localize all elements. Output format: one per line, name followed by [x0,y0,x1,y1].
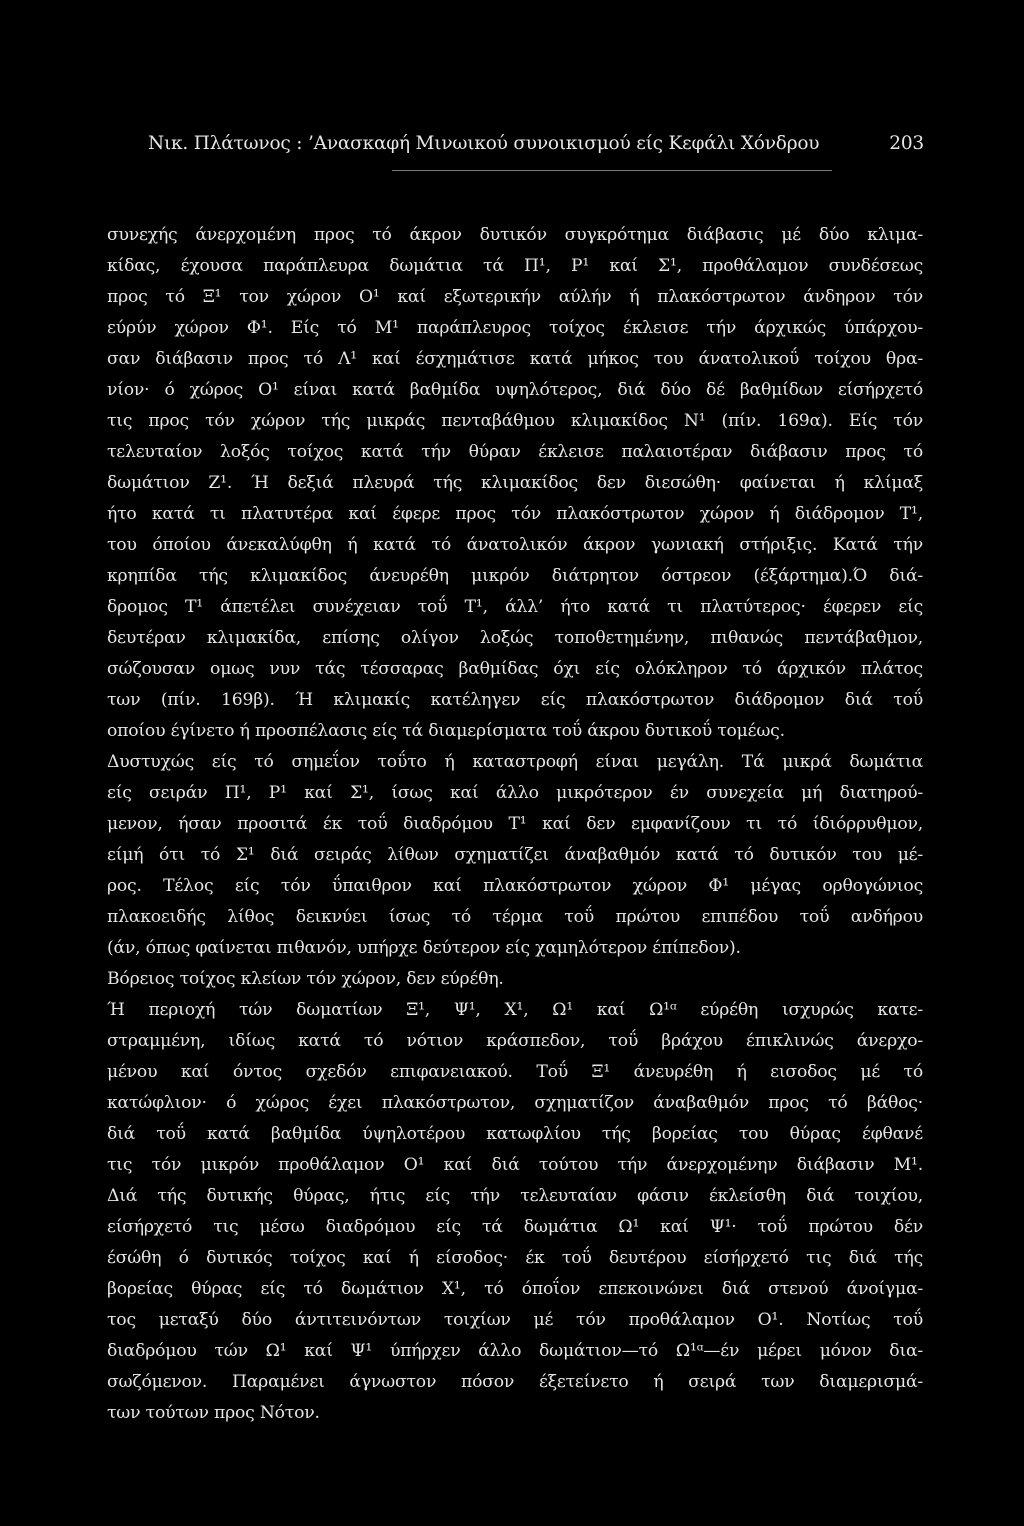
text-line: του όποίου άνεκαλύφθη ή κατά τό άνατολικόν άκρον γωνιακή στήριξις. Κατά τήν [107,535,923,555]
text-line: Βόρειος τοίχος κλείων τόν χώρον, δεν εύρέθη. [107,969,504,989]
text-line: τις προς τόν χώρον τής μικράς πενταβάθμου κλιμακίδος Ν¹ (πίν. 169α). Είς τόν [107,411,923,431]
text-line: προς τό Ξ¹ τον χώρον Ο¹ καί εξωτερικήν αύλήν ή πλακόστρωτον άνδηρον τόν [107,287,923,307]
text-line: κρηπίδα τής κλιμακίδος άνευρέθη μικρόν διάτρητον όστρεον (έξάρτημα).Ό διά- [107,566,923,586]
text-line: δωμάτιον Ζ¹. Ή δεξιά πλευρά τής κλιμακίδος δεν διεσώθη· φαίνεται ή κλίμαξ [107,473,923,493]
text-line: δρομος Τ¹ άπετέλει συνέχειαν τοΰ Τ¹, άλλ’ ήτο κατά τι πλατύτερος· έφερεν είς [107,597,923,617]
text-line: ήτο κατά τι πλατυτέρα καί έφερε προς τόν πλακόστρωτον χώρον ή διάδρομον Τ¹, [107,504,923,524]
text-line: Ή περιοχή τών δωματίων Ξ¹, Ψ¹, Χ¹, Ω¹ καί Ω¹ᵅ εύρέθη ισχυρώς κατε- [107,1000,923,1020]
text-line: σωζόμενον. Παραμένει άγνωστον πόσον έξετείνετο ή σειρά των διαμερισμά- [107,1372,923,1392]
text-line: κίδας, έχουσα παράπλευρα δωμάτια τά Π¹, Ρ¹ καί Σ¹, προθάλαμον συνδέσεως [107,256,923,276]
text-line: τις τόν μικρόν προθάλαμον Ο¹ καί διά τούτου τήν άνερχομένην διάβασιν Μ¹. [107,1155,923,1175]
text-line: βορείας θύρας είς τό δωμάτιον Χ¹, τό όποΐον επεκοινώνει διά στενού άνοίγμα- [107,1279,923,1299]
text-line: δευτέραν κλιμακίδα, επίσης ολίγον λοξώς τοποθετημένην, πιθανώς πεντάβαθμον, [107,628,923,648]
text-line: ρος. Τέλος είς τόν ΰπαιθρον καί πλακόστρωτον χώρον Φ¹ μέγας ορθογώνιος [107,876,923,896]
text-line: των (πίν. 169β). Ή κλιμακίς κατέληγεν είς πλακόστρωτον διάδρομον διά τοΰ [107,690,923,710]
text-line: των τούτων προς Νότον. [107,1403,320,1423]
text-line: είς σειράν Π¹, Ρ¹ καί Σ¹, ίσως καί άλλο μικρότερον έν συνεχεία μή διατηρού- [107,783,923,803]
text-line: είσήρχετό τις μέσω διαδρόμου είς τά δωμάτια Ω¹ καί Ψ¹· τοΰ πρώτου δέν [107,1217,923,1237]
text-line: νίον· ό χώρος Ο¹ είναι κατά βαθμίδα υψηλότερος, διά δύο δέ βαθμίδων είσήρχετό [107,380,923,400]
text-line: Διά τής δυτικής θύρας, ήτις είς τήν τελευταίαν φάσιν έκλείσθη διά τοιχίου, [107,1186,923,1206]
text-line: κατώφλιον· ό χώρος έχει πλακόστρωτον, σχηματίζον άναβαθμόν προς τό βάθος· [107,1093,923,1113]
page-number: 203 [889,133,924,154]
text-line: συνεχής άνερχομένη προς τό άκρον δυτικόν συγκρότημα διάβασις μέ δύο κλιμα- [107,225,923,245]
body-text [107,220,923,1429]
text-line: μενον, ήσαν προσιτά έκ τοΰ διαδρόμου Τ¹ καί δεν εμφανίζουν τι τό ίδιόρρυθμον, [107,814,923,834]
text-line: τος μεταξύ δύο άντιτεινόντων τοιχίων μέ τόν προθάλαμον Ο¹. Νοτίως τοΰ [107,1310,923,1330]
text-line: Δυστυχώς είς τό σημεΐον τοΰτο ή καταστροφή είναι μεγάλη. Τά μικρά δωμάτια [107,752,923,772]
text-line: εύρύν χώρον Φ¹. Είς τό Μ¹ παράπλευρος τοίχος έκλεισε τήν άρχικώς ύπάρχου- [107,318,923,338]
header-rule [392,170,832,171]
text-line: (άν, όπως φαίνεται πιθανόν, υπήρχε δεύτερον είς χαμηλότερον έπίπεδον). [107,938,741,958]
text-line: οποίου έγίνετο ή προσπέλασις είς τά διαμερίσματα τοΰ άκρου δυτικοΰ τομέως. [107,721,785,741]
text-line: σαν διάβασιν προς τό Λ¹ καί έσχημάτισε κατά μήκος του άνατολικοΰ τοίχου θρα- [107,349,923,369]
text-line: τελευταίον λοξός τοίχος κατά τήν θύραν έκλεισε παλαιοτέραν διάβασιν προς τό [107,442,923,462]
running-head-title: Νικ. Πλάτωνος : ’Ανασκαφή Μινωικού συνοικισμού είς Κεφάλι Χόνδρου [148,133,820,154]
running-header [148,133,924,173]
text-line: διά τοΰ κατά βαθμίδα ύψηλοτέρου κατωφλίου τής βορείας του θύρας έφθανέ [107,1124,923,1144]
text-line: είμή ότι τό Σ¹ διά σειράς λίθων σχηματίζει άναβαθμόν κατά τό δυτικόν του μέ- [107,845,923,865]
text-line: στραμμένη, ιδίως κατά τό νότιον κράσπεδον, τοΰ βράχου έπικλινώς άνερχο- [107,1031,923,1051]
text-line: σώζουσαν ομως νυν τάς τέσσαρας βαθμίδας όχι είς ολόκληρον τό άρχικόν πλάτος [107,659,923,679]
text-line: έσώθη ό δυτικός τοίχος καί ή είσοδος· έκ τοΰ δευτέρου είσήρχετό τις διά τής [107,1248,923,1268]
text-line: πλακοειδής λίθος δεικνύει ίσως τό τέρμα τοΰ πρώτου επιπέδου τοΰ ανδήρου [107,907,923,927]
text-line: μένου καί όντος σχεδόν επιφανειακού. Τοΰ Ξ¹ άνευρέθη ή εισοδος μέ τό [107,1062,923,1082]
text-line: διαδρόμου τών Ω¹ καί Ψ¹ ύπήρχεν άλλο δωμάτιον—τό Ω¹ᵅ—έν μέρει μόνον δια- [107,1341,923,1361]
